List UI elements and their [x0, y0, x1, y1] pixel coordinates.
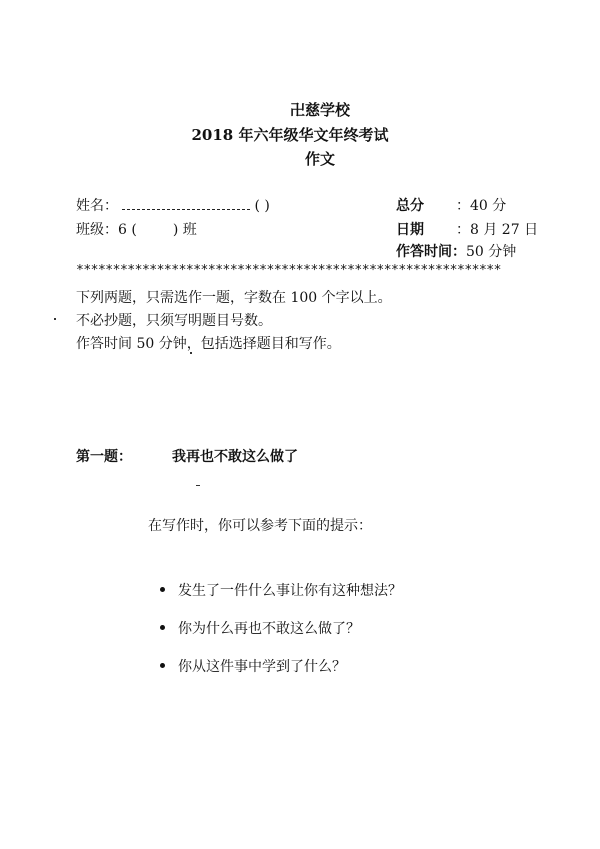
scan-speck — [54, 318, 56, 320]
name-label: 姓名： — [76, 198, 118, 214]
name-blank-line — [122, 197, 250, 210]
name-paren: ( ) — [254, 198, 270, 214]
instruction-3: 作答时间 50 分钟，包括选择题目和写作。 — [76, 336, 341, 352]
instruction-2: 不必抄题，只须写明题目号数。 — [76, 313, 272, 329]
total-label: 总分 — [396, 198, 424, 214]
list-item: 你从这件事中学到了什么？ — [160, 656, 402, 694]
scan-speck — [190, 352, 192, 354]
question-label: 第一题： — [76, 449, 132, 465]
bullet-icon — [160, 663, 165, 668]
name-row — [76, 195, 270, 215]
class-suffix: ) 班 — [172, 222, 197, 238]
date-label: 日期 — [396, 222, 424, 238]
class-row — [76, 219, 197, 239]
time-label: 作答时间： — [396, 244, 466, 260]
scan-speck — [196, 485, 200, 486]
exam-title: 2018 年六年级华文年终考试 — [191, 126, 389, 144]
school-name: 卍慈学校 — [289, 101, 350, 119]
time-row — [396, 241, 516, 261]
class-label: 班级：6 ( — [76, 222, 137, 238]
bullet-icon — [160, 625, 165, 630]
star-divider: ********************************************************** — [76, 263, 501, 278]
time-value: 50 分钟 — [466, 244, 517, 260]
paper-subject: 作文 — [304, 150, 335, 168]
list-item: 你为什么再也不敢这么做了？ — [160, 618, 402, 656]
hint-text: 在写作时，你可以参考下面的提示： — [148, 518, 372, 534]
total-value: ：40 分 — [456, 198, 507, 214]
hint-list — [160, 580, 402, 694]
list-item: 发生了一件什么事让你有这种想法？ — [160, 580, 402, 618]
question-title: 我再也不敢这么做了 — [172, 449, 298, 465]
date-value: ：8 月 27 日 — [456, 222, 539, 238]
instruction-1: 下列两题，只需选作一题，字数在 100 个字以上。 — [76, 290, 392, 306]
bullet-icon — [160, 587, 165, 592]
